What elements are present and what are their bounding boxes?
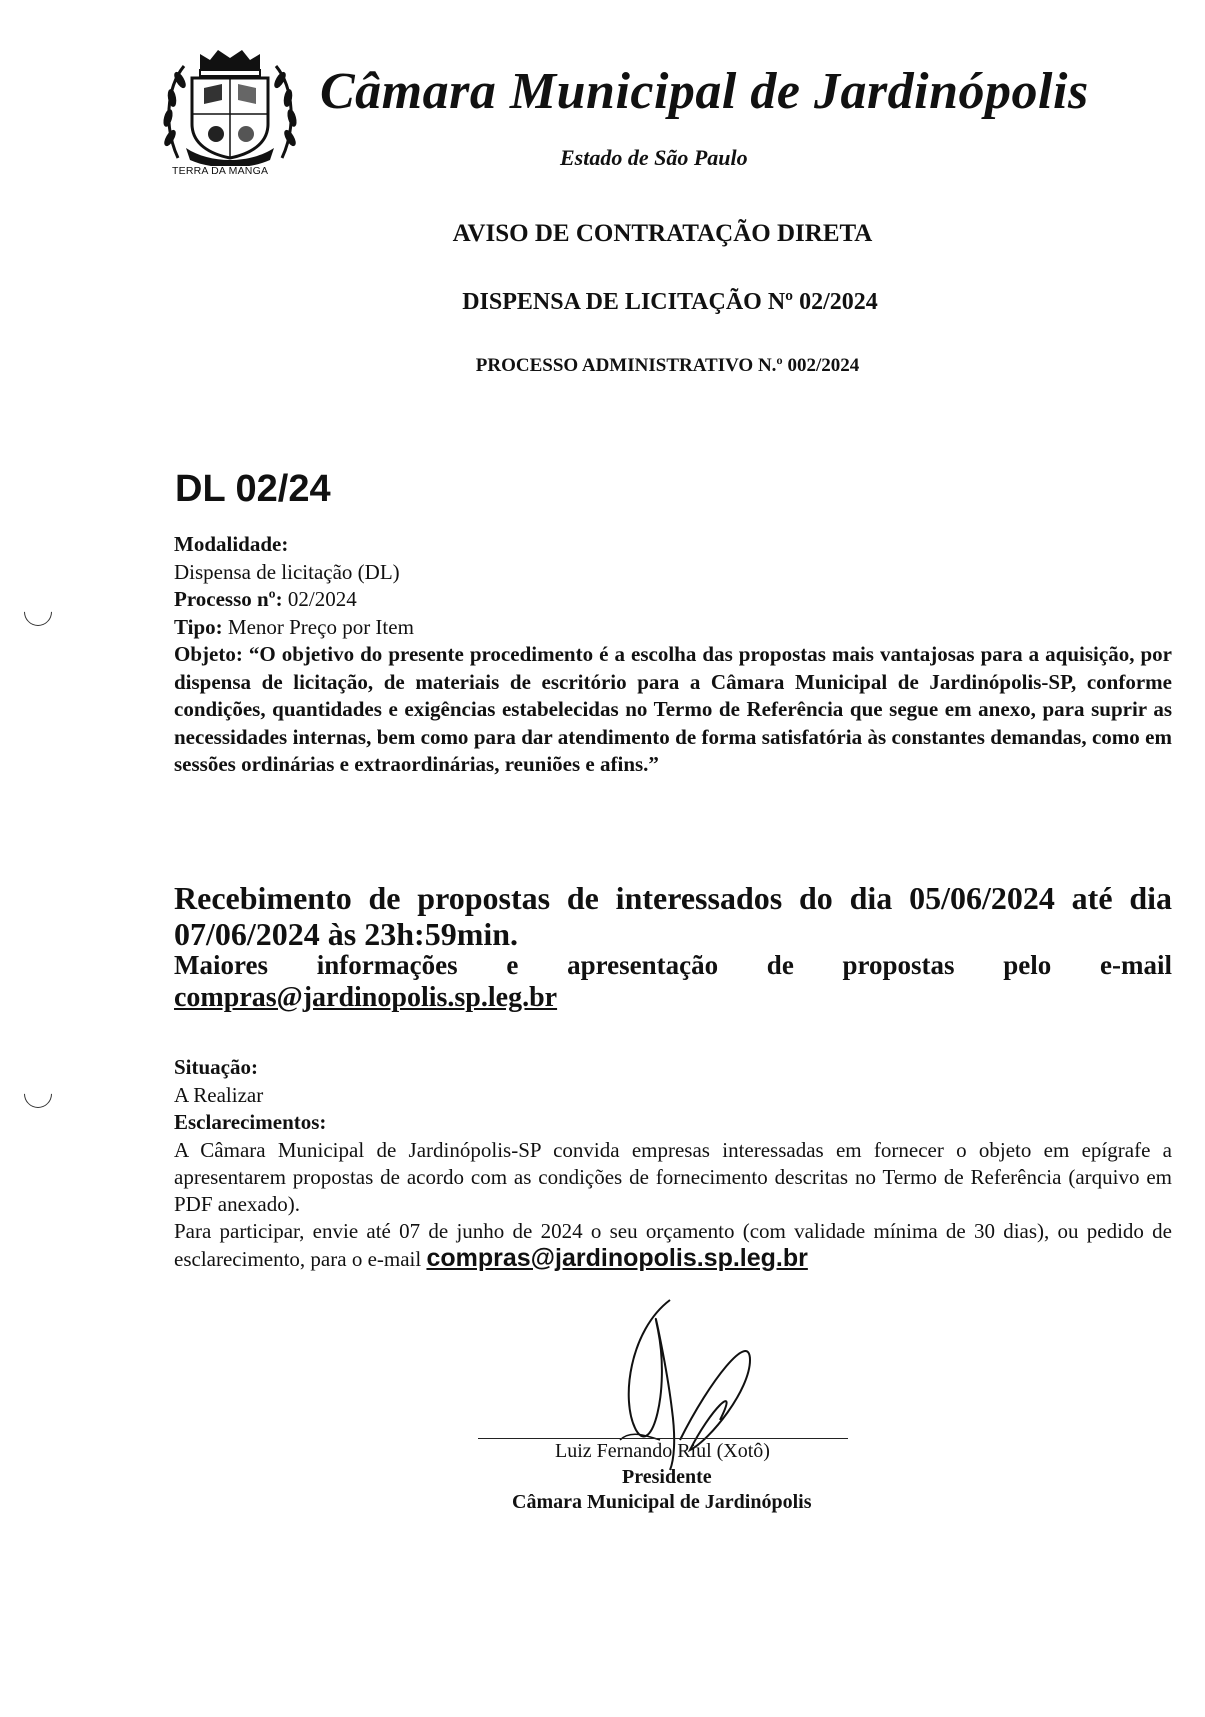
objeto-row [174, 641, 1172, 779]
processo-row [174, 586, 1172, 614]
participar-text [174, 1218, 1172, 1273]
situacao-value: A Realizar [174, 1082, 264, 1107]
signer-org: Câmara Municipal de Jardinópolis [512, 1491, 812, 1513]
info-word: pelo [1003, 950, 1052, 980]
esclarecimentos-text: A Câmara Municipal de Jardinópolis-SP convida empresas interessadas em fornecer o objeto em epígrafe a apresentarem propostas de acordo com as condições de fornecimento descritas no Termo de Referência (arquivo em PDF anexado). [174, 1137, 1172, 1216]
info-word: Maiores [174, 950, 268, 980]
crest-motto: TERRA DA MANGA [172, 165, 269, 177]
receipt-notice: Recebimento de propostas de interessados do dia 05/06/2024 até dia 07/06/2024 às 23h:59min. [174, 880, 1172, 952]
info-word: de [766, 950, 794, 980]
info-word: propostas [842, 950, 955, 980]
modalidade-value: Dispensa de licitação (DL) [174, 559, 400, 584]
notice-code: DL 02/24 [175, 468, 331, 510]
processo-title: PROCESSO ADMINISTRATIVO N.º 002/2024 [475, 355, 860, 376]
info-word: e-mail [1100, 950, 1172, 980]
info-word: e [506, 950, 519, 980]
info-word: apresentação [567, 950, 719, 980]
email-link[interactable]: compras@jardinopolis.sp.leg.br [174, 982, 558, 1013]
processo-label: Processo nº: [174, 587, 283, 611]
details-block [174, 531, 1172, 779]
situacao-label: Situação: [174, 1055, 258, 1079]
org-title: Câmara Municipal de Jardinópolis [320, 63, 1089, 120]
tipo-value: Menor Preço por Item [222, 614, 414, 639]
signer-name: Luiz Fernando Riul (Xotô) [555, 1440, 770, 1462]
tipo-row [174, 614, 1172, 642]
participar-email-link[interactable]: compras@jardinopolis.sp.leg.br [426, 1243, 808, 1272]
info-word: informações [316, 950, 458, 980]
signature-line [478, 1438, 848, 1439]
info-line [174, 950, 1172, 981]
dispensa-title: DISPENSA DE LICITAÇÃO Nº 02/2024 [462, 289, 878, 315]
objeto-label: Objeto: [174, 642, 243, 666]
esclarecimentos-label: Esclarecimentos: [174, 1110, 327, 1134]
processo-value: 02/2024 [282, 587, 357, 611]
org-subtitle: Estado de São Paulo [560, 145, 748, 170]
objeto-value: “O objetivo do presente procedimento é a escolha das propostas mais vantajosas para a aquisição, por dispensa de licitação, de materiais de escritório para a Câmara Municipal de Jardinópolis-SP, conforme condições, quantidades e exigências estabelecidas no Termo de Referência que segue em anexo, para suprir as necessidades internas, bem como para dar atendimento de forma satisfatória às constantes demandas, como em sessões ordinárias e extraordinárias, reuniões e afins.” [174, 642, 1172, 776]
punch-hole-mark [18, 592, 58, 632]
signer-role: Presidente [622, 1466, 712, 1488]
modalidade-label: Modalidade: [174, 532, 289, 556]
municipal-coat-of-arms-icon [160, 48, 300, 166]
tipo-label: Tipo: [174, 614, 223, 639]
status-block [174, 1054, 1172, 1273]
punch-hole-mark [18, 1074, 58, 1114]
participar-body: Para participar, envie até 07 de junho de 2024 o seu orçamento (com validade mínima de 30 dias), ou pedido de esclarecimento, para o e-mail [174, 1218, 1172, 1271]
notice-title: AVISO DE CONTRATAÇÃO DIRETA [452, 220, 873, 247]
